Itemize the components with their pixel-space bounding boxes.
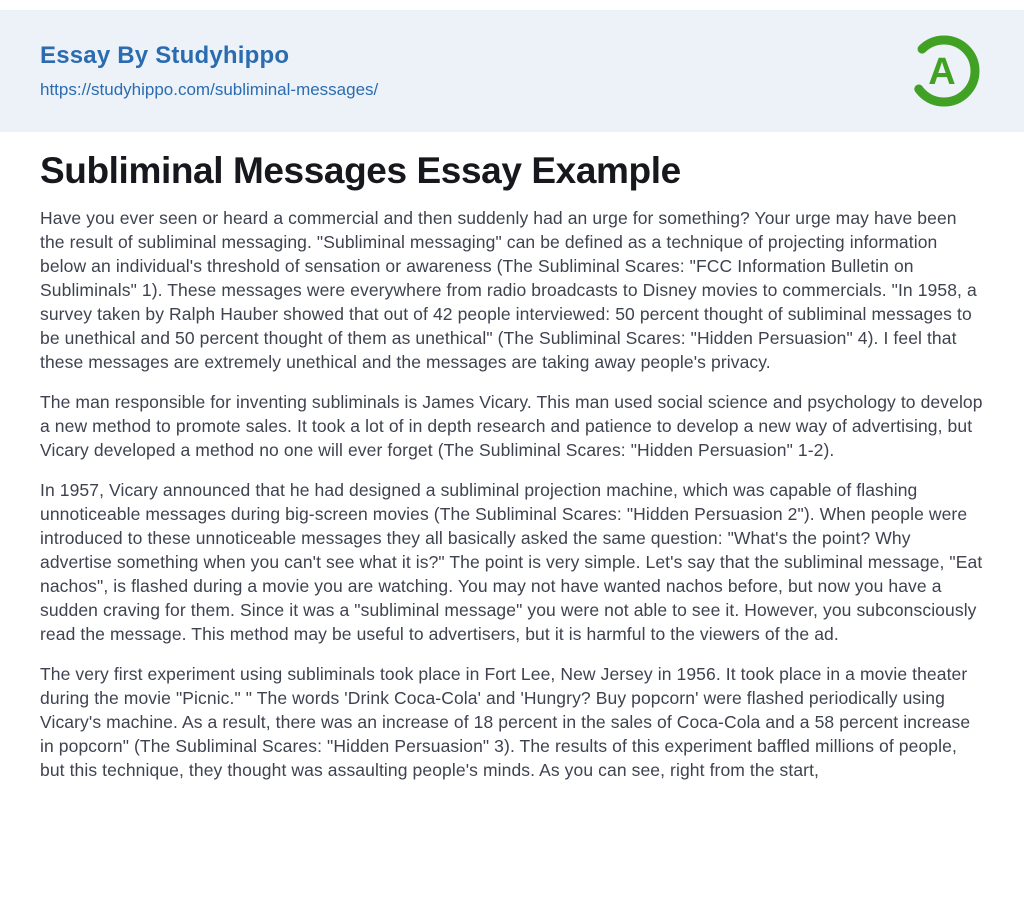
essay-paragraph: The very first experiment using subliminals took place in Fort Lee, New Jersey in 1956. It took place in a movie theater during the movie "Picnic." " The words 'Drink Coca-Cola' and 'Hungry? Buy popcorn' were flashed periodically using Vicary's machine. As a result, there was an increase of 18 percent in the sales of Coca-Cola and a 58 percent increase in popcorn" (The Subliminal Scares: "Hidden Persuasion" 3). The results of this experiment baffled millions of people, but this technique, they thought was assaulting people's minds. As you can see, right from the start, [40,664,971,780]
essay-paragraph: Have you ever seen or heard a commercial and then suddenly had an urge for something? Your urge may have been the result of subliminal messaging. "Subliminal messaging" can be defined as a technique of projecting information below an individual's threshold of sensation or awareness (The Subliminal Scares: "FCC Information Bulletin on Subliminals" 1). These messages were everywhere from radio broadcasts to Disney movies to commercials. "In 1958, a survey taken by Ralph Hauber showed that out of 42 people interviewed: 50 percent thought of subliminal messages to be unethical and 50 percent thought of them as unethical" (The Subliminal Scares: "Hidden Persuasion" 4). I feel that these messages are extremely unethical and the messages are taking away people's privacy. [40,208,977,372]
essay-body [40,206,984,782]
logo-arc-icon [904,31,984,111]
article-container [0,132,1024,782]
article-title: Subliminal Messages Essay Example [40,150,681,191]
page-header [0,10,1024,132]
top-margin [0,0,1024,10]
essay-paragraph: The man responsible for inventing subliminals is James Vicary. This man used social science and psychology to develop a new method to promote sales. It took a lot of in depth research and patience to develop a new way of advertising, but Vicary developed a method no one will ever forget (The Subliminal Scares: "Hidden Persuasion" 1-2). [40,392,983,460]
essay-paragraph: In 1957, Vicary announced that he had designed a subliminal projection machine, which was capable of flashing unnoticeable messages during big-screen movies (The Subliminal Scares: "Hidden Persuasion 2"). When people were introduced to these unnoticeable messages they all basically asked the same question: "What's the point? Why advertise something when you can't see what it is?" The point is very simple. Let's say that the subliminal message, "Eat nachos", is flashed during a movie you are watching. You may not have wanted nachos before, but now you have a sudden craving for them. Since it was a "subliminal message" you were not able to see it. However, you subconsciously read the message. This method may be useful to advertisers, but it is harmful to the viewers of the ad. [40,480,983,644]
source-url-link[interactable]: https://studyhippo.com/subliminal-messages/ [40,80,379,99]
logo-letter: A [928,51,956,93]
header-title: Essay By Studyhippo [40,42,290,69]
header-text-block [40,42,378,100]
studyhippo-logo [904,31,984,111]
